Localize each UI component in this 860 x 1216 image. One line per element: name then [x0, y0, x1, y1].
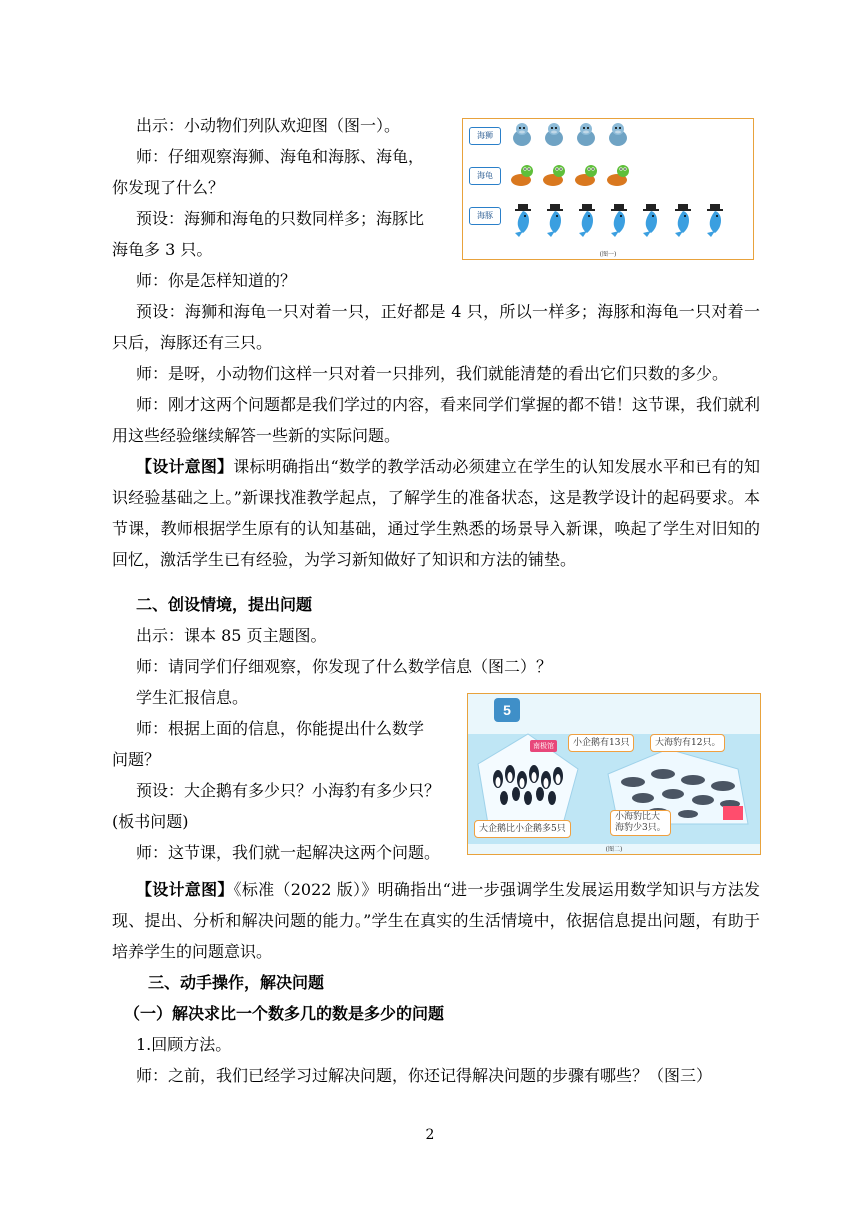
sea-lion-icon: [573, 121, 599, 147]
para-teacher-ask-line1: 师：根据上面的信息，你能提出什么数学: [136, 719, 425, 738]
para-review-method: 1.回顾方法。: [136, 1035, 232, 1054]
dolphin-icon: [573, 203, 601, 239]
para-teacher-solve: 师：这节课，我们就一起解决这两个问题。: [136, 843, 441, 862]
figure-2-caption: (图二): [605, 846, 623, 853]
info-bubble-small-penguins: 小企鹅有13只: [568, 734, 634, 752]
label-turtle: 海龟: [469, 167, 501, 185]
turtle-icon: [605, 162, 631, 188]
info-bubble-big-penguins: 大企鹅比小企鹅多5只: [474, 820, 571, 838]
label-sea-lion: 海狮: [469, 127, 501, 145]
para-teacher-steps: 师：之前，我们已经学习过解决问题，你还记得解决问题的步骤有哪些？（图三）: [136, 1066, 713, 1085]
sea-lion-icon: [541, 121, 567, 147]
para-preset1-line1: 预设：海狮和海龟的只数同样多；海豚比: [136, 209, 425, 228]
subsection-heading: （一）解决求比一个数多几的数是多少的问题: [124, 1004, 445, 1023]
para-teacher-q1-line1: 师：仔细观察海狮、海龟和海豚、海龟，: [136, 147, 425, 166]
lesson-number-badge: 5: [494, 698, 520, 722]
sea-lion-icon: [509, 121, 535, 147]
para-preset2: 预设：海狮和海龟一只对着一只，正好都是 4 只，所以一样多；海豚和海龟一只对着一只后，海豚还有三只。: [112, 302, 760, 352]
para-show-fig1: 出示：小动物们列队欢迎图（图一）。: [136, 116, 401, 135]
para-teacher-ask-line2: 问题？: [112, 750, 161, 769]
para-teacher-observe: 师：请同学们仔细观察，你发现了什么数学信息（图二）？: [136, 657, 553, 676]
sea-lion-icon: [605, 121, 631, 147]
label-dolphin: 海豚: [469, 207, 501, 225]
dolphin-icon: [701, 203, 729, 239]
para-teacher-q2: 师：你是怎样知道的？: [136, 271, 297, 290]
info-bubble-small-seals: 小海豹比大 海豹少3只。: [610, 810, 671, 836]
para-preset1-line2: 海龟多 3 只。: [112, 240, 213, 259]
section-heading-2: 二、创设情境，提出问题: [136, 595, 313, 614]
turtle-icon: [573, 162, 599, 188]
para-student-report: 学生汇报信息。: [136, 688, 249, 707]
turtle-icon: [509, 162, 535, 188]
para-preset3-line2: (板书问题): [112, 812, 189, 831]
dolphin-icon: [509, 203, 537, 239]
para-teacher-q1-line2: 你发现了什么？: [112, 178, 225, 197]
dolphin-icon: [541, 203, 569, 239]
design-intent-2: [112, 874, 760, 967]
polar-hall-sign: 南极馆: [530, 740, 557, 752]
figure-1-caption: (图一): [599, 251, 617, 258]
design-intent-text: 课标明确指出“数学的教学活动必须建立在学生的认知发展水平和已有的知识经验基础之上。”新课找准教学起点，了解学生的准备状态，这是教学设计的起码要求。本节课，教师根据学生原有的认知基础，通过学生熟悉的场景导入新课，唤起了学生对旧知的回忆，激活学生已有经验，为学习新知做好了知识和方法的铺垫。: [112, 457, 760, 569]
para-show-fig2: 出示：课本 85 页主题图。: [136, 626, 327, 645]
para-preset3-line1: 预设：大企鹅有多少只？小海豹有多少只？: [136, 781, 441, 800]
figure-1-animals: [462, 118, 754, 260]
para-teacher-transition: 师：刚才这两个问题都是我们学过的内容，看来同学们掌握的都不错！这节课，我们就利用这些经验继续解答一些新的实际问题。: [112, 395, 761, 445]
dolphin-icon: [605, 203, 633, 239]
turtle-icon: [541, 162, 567, 188]
design-intent-1: [112, 451, 760, 575]
para-teacher-summary: 师：是呀，小动物们这样一只对着一只排列，我们就能清楚的看出它们只数的多少。: [136, 364, 729, 383]
dolphin-icon: [637, 203, 665, 239]
dolphin-icon: [669, 203, 697, 239]
page-number: 2: [425, 1127, 435, 1143]
section-heading-3: 三、动手操作，解决问题: [148, 973, 325, 992]
design-intent-tag: 【设计意图】: [136, 880, 234, 899]
design-intent-tag: 【设计意图】: [136, 457, 234, 476]
info-bubble-big-seals: 大海豹有12只。: [650, 734, 725, 752]
figure-2-penguins-seals: [467, 693, 761, 855]
design-intent-text: 《标准（2022 版）》明确指出“进一步强调学生发展运用数学知识与方法发现、提出、分析和解决问题的能力。”学生在真实的生活情境中，依据信息提出问题，有助于培养学生的问题意识。: [112, 880, 760, 961]
